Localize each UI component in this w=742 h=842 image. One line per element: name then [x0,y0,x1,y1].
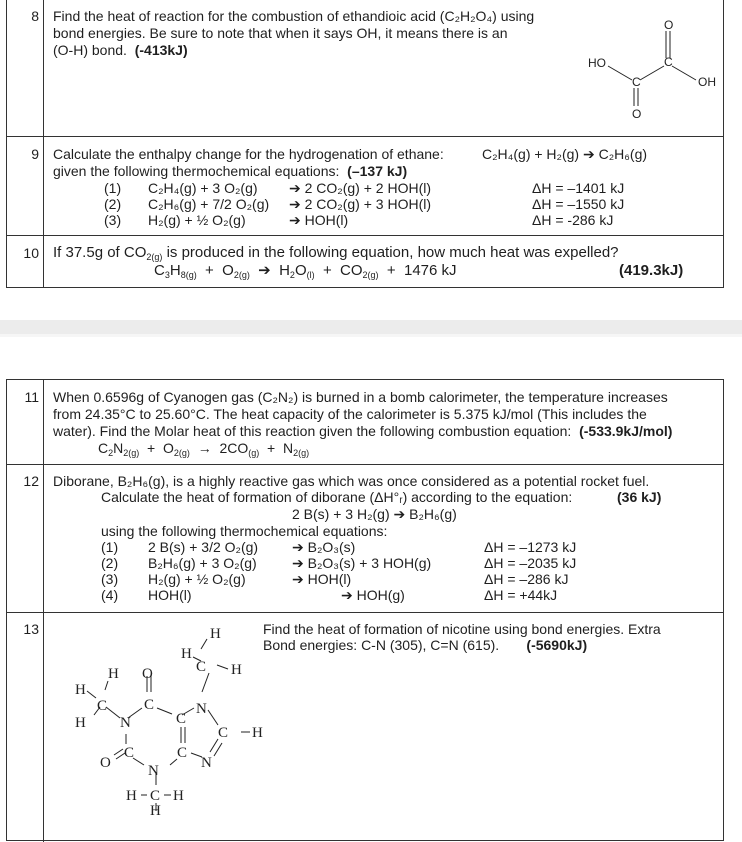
equation-reactants: 2 B(s) + 3/2 O₂(g) [148,539,259,555]
enthalpy-value: ΔH = –1550 kJ [532,196,625,212]
enthalpy-value: ΔH = –1273 kJ [484,539,577,555]
svg-text:N: N [196,701,207,717]
carbon-label: C [632,75,641,89]
question-text-line: Calculate the enthalpy change for the hydrogenation of ethane: [53,146,444,162]
equation-term: H [169,262,181,279]
question-number: 10 [7,236,44,287]
oxygen-label: O [632,107,642,121]
equation-reactants: HOH(l) [148,587,192,603]
svg-text:C: C [97,698,108,714]
equation-number: (3) [104,212,122,228]
enthalpy-value: ΔH = –2035 kJ [484,555,577,571]
equation-subscript: (g) [248,448,260,458]
hydroxyl-label: OH [698,75,716,89]
svg-text:H: H [231,662,242,678]
question-text-line: (O-H) bond. (-413kJ) [53,42,188,58]
svg-text:H: H [75,715,86,731]
question-number: 9 [7,137,44,235]
question-text-line: Find the heat of formation of nicotine using bond energies. Extra [263,621,661,637]
question-text-line: Diborane, B₂H₆(g), is a highly reactive gas which was once considered as a potential rocket fuel. [53,473,650,489]
equation-subscript: 2 [289,270,295,280]
svg-text:C: C [196,659,207,675]
svg-text:H: H [210,626,221,642]
equation-products: ➔ B₂O₃(s) [292,539,356,555]
equation-term: C [154,262,165,279]
question-text-line: from 24.35°C to 25.60°C. The heat capacity of the calorimeter is 5.375 kJ/mol (This includes the [53,406,647,422]
question-table-bottom [6,379,724,841]
svg-text:N: N [201,755,212,771]
svg-text:C: C [150,788,161,804]
reaction-equation [98,440,309,457]
svg-text:H: H [150,803,161,819]
svg-text:H: H [75,682,86,698]
page-separator-edge [0,334,742,337]
svg-text:N: N [120,715,131,731]
question-number: 13 [7,613,44,842]
enthalpy-value: ΔH = +44kJ [484,587,558,603]
nicotine-structure-drawing [60,619,263,819]
question-text-line: bond energies. Be sure to note that when it says OH, it means there is an [53,25,508,41]
question-row-11 [7,380,723,464]
svg-text:O: O [100,755,111,771]
target-equation: C₂H₄(g) + H₂(g) ➔ C₂H₆(g) [482,146,648,162]
question-text-line: Find the heat of reaction for the combustion of ethandioic acid (C₂H₂O₄) using [53,8,535,24]
carbon-label: C [664,55,673,69]
equation-number: (1) [104,180,122,196]
question-row-8 [7,0,723,136]
equation-term: + O [139,440,174,456]
equation-subscript: 3 [164,270,170,280]
answer-text: (-533.9kJ/mol) [579,423,673,439]
equation-subscript: (l) [306,270,315,280]
equation-term: C [98,440,109,456]
target-equation: 2 B(s) + 3 H₂(g) ➔ B₂H₆(g) [292,506,457,522]
question-text-line: water). Find the Molar heat of this reaction given the following combustion equation: (-533.9kJ/mol) [53,423,673,439]
equation-term: + O [196,262,234,279]
question-text-line: Calculate the heat of formation of diborane (ΔH°ᵣ) according to the equation: [101,489,573,505]
question-text-line: Bond energies: C-N (305), C=N (615). (-5690kJ) [263,637,588,653]
reaction-equation [154,263,457,280]
question-text-line: using the following thermochemical equations: [101,523,388,539]
equation-subscript: 8(g) [180,270,197,280]
equation-products: ➔ HOH(l) [289,212,349,228]
svg-text:H: H [181,646,192,662]
answer-text: (419.3kJ) [619,262,684,279]
svg-text:H: H [126,788,137,804]
equation-term: → 2CO [189,440,249,456]
equation-products: ➔ B₂O₃(s) + 3 HOH(g) [292,555,432,571]
question-number: 12 [7,465,44,612]
equation-term: + N [259,440,294,456]
question-text-line: given the following thermochemical equations: (–137 kJ) [53,163,408,179]
equation-products: ➔ HOH(g) [341,587,405,603]
equation-subscript: 2 [108,448,114,458]
question-text-line: When 0.6596g of Cyanogen gas (C₂N₂) is burned in a bomb calorimeter, the temperature increases [53,389,668,405]
question-row-13 [7,612,723,842]
equation-term: + 1476 kJ [378,262,457,279]
equation-subscript: 2(g) [233,270,250,280]
answer-text: (-5690kJ) [526,637,588,653]
equation-reactants: C₂H₆(g) + 7/2 O₂(g) [148,196,270,212]
question-number: 11 [7,380,44,464]
equation-term: O [294,262,307,279]
question-table-top [6,0,724,288]
equation-reactants: H₂(g) + ½ O₂(g) [148,571,246,587]
equation-number: (2) [101,555,119,571]
answer-text: (–137 kJ) [347,163,408,179]
equation-reactants: H₂(g) + ½ O₂(g) [148,212,246,228]
equation-products: ➔ 2 CO₂(g) + 3 HOH(l) [289,196,432,212]
question-row-12 [7,464,723,612]
equation-products: ➔ 2 CO₂(g) + 2 HOH(l) [289,180,432,196]
equation-products: ➔ HOH(l) [292,571,352,587]
equation-number: (3) [101,571,119,587]
question-text-line: If 37.5g of $CO_{2(g)}$ is produced in the following equation, how much heat was expelled? [53,244,619,262]
equation-reactants: B₂H₆(g) + 3 O₂(g) [148,555,257,571]
equation-term: ➔ H [249,262,290,279]
oxygen-label: O [664,18,674,32]
svg-text:H: H [173,788,184,804]
svg-text:C: C [177,745,188,761]
svg-text:O: O [142,666,153,682]
enthalpy-value: ΔH = -286 kJ [532,212,614,228]
svg-text:C: C [144,697,155,713]
page-separator [0,320,742,334]
equation-term: + CO [314,262,363,279]
ethanedioic-acid-structure [580,14,730,124]
equation-subscript: 2(g) [362,270,379,280]
svg-text:H: H [252,725,263,741]
question-row-9 [7,136,723,235]
svg-text:N: N [148,763,159,779]
equation-term: N [113,440,124,456]
svg-text:C: C [124,745,135,761]
equation-reactants: C₂H₄(g) + 3 O₂(g) [148,180,258,196]
answer-text: (-413kJ) [134,42,188,58]
equation-subscript: 2(g) [123,448,140,458]
question-row-10 [7,235,723,287]
enthalpy-value: ΔH = –286 kJ [484,571,569,587]
enthalpy-value: ΔH = –1401 kJ [532,180,625,196]
equation-subscript: 2(g) [173,448,190,458]
svg-text:H: H [108,666,119,682]
answer-text: (36 kJ) [617,489,662,505]
hydroxyl-label: HO [588,56,606,70]
equation-number: (4) [101,587,119,603]
svg-text:C: C [176,711,187,727]
equation-number: (1) [101,539,119,555]
equation-number: (2) [104,196,122,212]
question-number: 8 [7,0,44,136]
svg-text:C: C [218,725,229,741]
equation-subscript: 2(g) [293,448,310,458]
